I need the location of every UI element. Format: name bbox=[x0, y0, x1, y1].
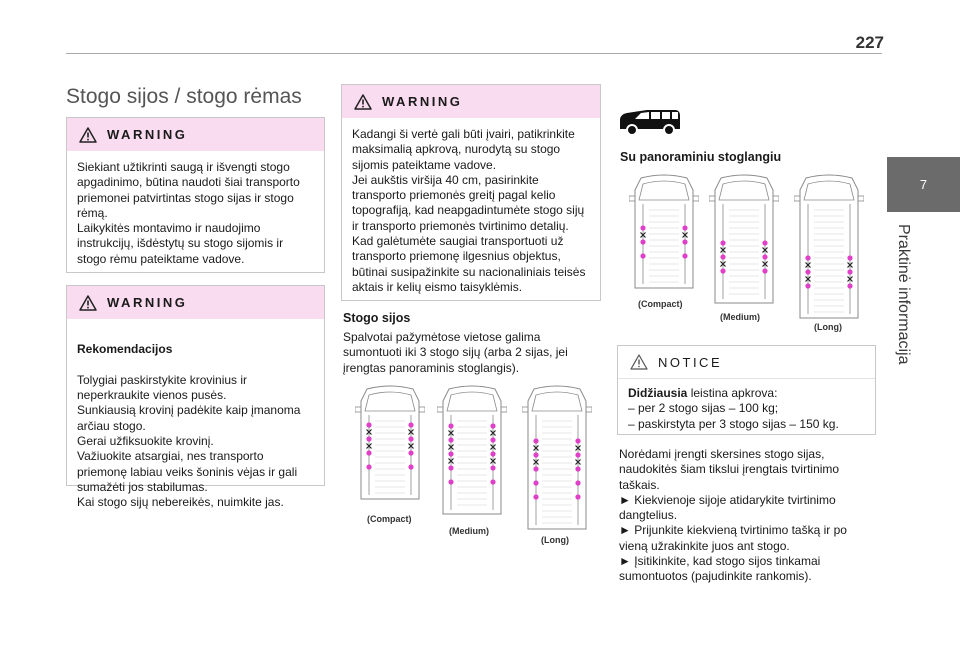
warning-label: WARNING bbox=[107, 295, 188, 310]
warning-label: WARNING bbox=[107, 127, 188, 142]
diagram-caption-compact: (Compact) bbox=[367, 514, 412, 524]
recommendations-heading: Rekomendacijos bbox=[77, 342, 173, 357]
diagram-caption-compact: (Compact) bbox=[638, 299, 683, 309]
van-roof-diagram-medium bbox=[437, 385, 507, 520]
warning-header bbox=[67, 286, 324, 319]
warning-box-safety bbox=[66, 117, 325, 273]
warning-header bbox=[67, 118, 324, 151]
van-roof-diagram-long bbox=[522, 385, 592, 535]
roof-bars-heading: Stogo sijos bbox=[343, 311, 411, 325]
notice-label: NOTICE bbox=[658, 354, 723, 370]
warning-text: Kadangi ši vertė gali būti įvairi, patikrinkite maksimalią apkrovą, nurodytą su stogo sijomis pateiktame vadove. Jei aukštis viršija 40 cm, pasirinkite transporto priemonės greitį pagal kelio topografiją, kad neapgadintumėte stogo sijų ir transporto priemonės tvirtinimo detalių. Kad galėtumėte saugiai transportuoti už transporto priemonę ilgesnius objektus, būtinai susipažinkite su nacionaliniais teisės aktais ir kelių eismo taisyklėmis. bbox=[352, 127, 586, 294]
notice-item: – per 2 stogo sijas – 100 kg; bbox=[628, 401, 779, 416]
warning-label: WARNING bbox=[382, 94, 463, 109]
roof-bars-text: Spalvotai pažymėtose vietose galima sumontuoti iki 3 stogo sijų (arba 2 sijas, jei įrengtas panoraminis stoglangis). bbox=[343, 330, 568, 375]
page-number: 227 bbox=[855, 33, 884, 52]
warning-triangle-icon bbox=[79, 295, 97, 311]
chapter-tab[interactable]: 7 bbox=[887, 157, 960, 212]
diagram-caption-medium: (Medium) bbox=[720, 312, 760, 322]
panoramic-heading: Su panoraminiu stoglangiu bbox=[620, 150, 782, 164]
warning-box-recommendations bbox=[66, 285, 325, 510]
diagram-caption-long: (Long) bbox=[541, 535, 569, 545]
van-side-icon bbox=[617, 107, 683, 137]
van-roof-diagram-panoramic-medium bbox=[709, 174, 779, 309]
notice-box bbox=[617, 345, 876, 435]
warning-body bbox=[67, 319, 324, 534]
notice-header bbox=[618, 346, 875, 379]
warning-box-load bbox=[341, 84, 601, 301]
warning-triangle-icon bbox=[354, 94, 372, 110]
notice-bold: Didžiausia bbox=[628, 386, 688, 400]
van-roof-diagram-compact bbox=[355, 385, 425, 505]
diagram-caption-medium: (Medium) bbox=[449, 526, 489, 536]
notice-rest: leistina apkrova: bbox=[687, 386, 778, 400]
van-roof-diagram-panoramic-compact bbox=[629, 174, 699, 294]
warning-header bbox=[342, 85, 600, 118]
notice-line bbox=[628, 386, 865, 401]
warning-triangle-icon bbox=[79, 127, 97, 143]
install-instructions: Norėdami įrengti skersines stogo sijas, naudokitės šiam tikslui įrengtais tvirtinimo taškais. ► Kiekvienoje sijoje atidarykite tvirtinimo dangtelius. ► Prijunkite kiekvieną tvirtinimo tašką ir po vieną užrakinkite juos ant stogo. ► Įsitikinkite, kad stogo sijos tinkamai sumontuotos (pajudinkite rankomis). bbox=[619, 447, 847, 584]
diagram-caption-long: (Long) bbox=[814, 322, 842, 332]
recommendations-text: Tolygiai paskirstykite krovinius ir neperkraukite vienos pusės. Sunkiausią krovinį padėkite kaip įmanoma arčiau stogo. Gerai užfiksuokite krovinį. Važiuokite atsargiai, nes transporto priemonę labiau veiks šoninis vėjas ir gali sumažėti jos stabilumas. Kai stogo sijų nebereikės, nuimkite jas. bbox=[77, 372, 301, 510]
notice-item: – paskirstyta per 3 stogo sijas – 150 kg. bbox=[628, 416, 839, 431]
chapter-label: Praktinė informacija bbox=[895, 224, 912, 365]
top-divider bbox=[66, 53, 882, 54]
van-roof-diagram-panoramic-long bbox=[794, 174, 864, 324]
warning-text: Siekiant užtikrinti saugą ir išvengti stogo apgadinimo, būtina naudoti šiai transporto priemonei patvirtintas stogo sijas ir stogo rėmą. Laikykitės montavimo ir naudojimo instrukcijų, išdėstytų su stogo sijomis ir stogo rėmu pateiktame vadove. bbox=[77, 160, 300, 266]
section-title: Stogo sijos / stogo rėmas bbox=[66, 85, 302, 108]
notice-triangle-icon bbox=[630, 354, 648, 370]
notice-body bbox=[618, 379, 875, 440]
